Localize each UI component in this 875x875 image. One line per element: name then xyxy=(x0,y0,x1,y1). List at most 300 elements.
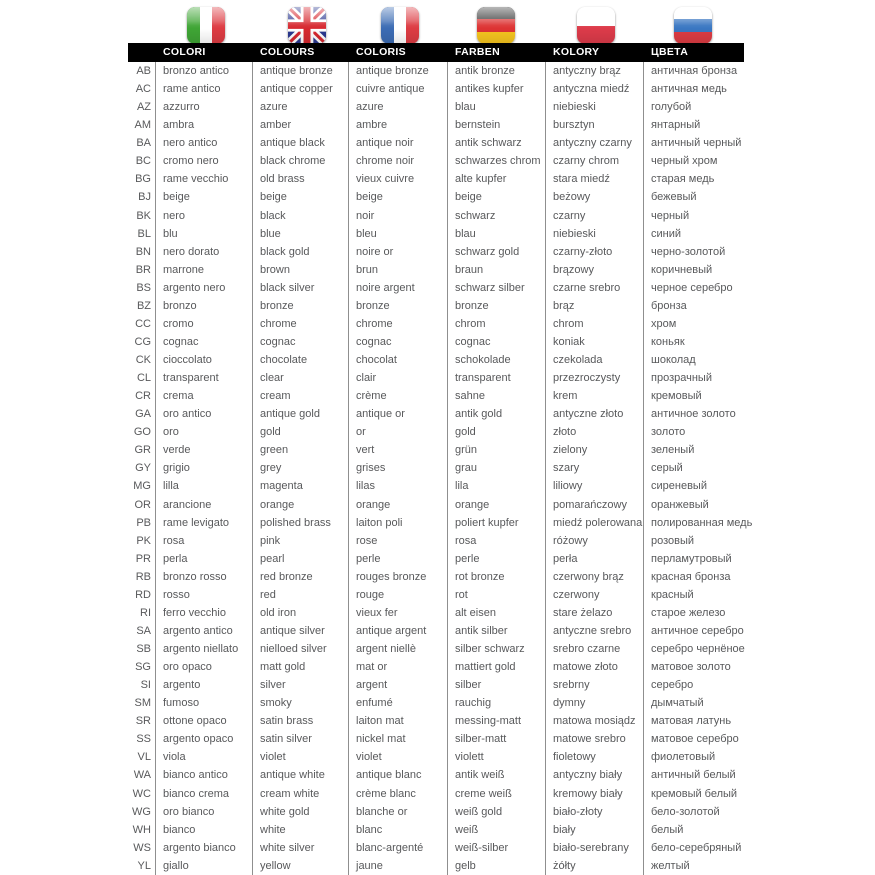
cell-english: clear xyxy=(252,369,348,387)
cell-polish: srebro czarne xyxy=(545,640,643,658)
italy-flag xyxy=(187,7,225,44)
cell-german: weiß-silber xyxy=(447,839,545,857)
cell-french: bronze xyxy=(348,297,447,315)
cell-german: beige xyxy=(447,188,545,206)
poland-flag xyxy=(577,7,615,44)
cell-polish: stara miedź xyxy=(545,170,643,188)
cell-italian: azzurro xyxy=(155,98,252,116)
table-body xyxy=(128,62,753,875)
cell-russian: черно-золотой xyxy=(643,243,744,261)
cell-italian: cognac xyxy=(155,333,252,351)
cell-italian: cromo xyxy=(155,315,252,333)
table-row xyxy=(128,62,744,80)
cell-polish: srebrny xyxy=(545,676,643,694)
cell-english: smoky xyxy=(252,694,348,712)
header-coloris: COLORIS xyxy=(356,46,406,58)
table-row xyxy=(128,857,744,875)
cell-russian: коньяк xyxy=(643,333,744,351)
table-row xyxy=(128,785,744,803)
cell-polish: antyczne srebro xyxy=(545,622,643,640)
cell-french: cognac xyxy=(348,333,447,351)
cell-english: grey xyxy=(252,459,348,477)
cell-german: silber schwarz xyxy=(447,640,545,658)
cell-russian: старое железо xyxy=(643,604,744,622)
cell-russian: матовое серебро xyxy=(643,730,744,748)
cell-code: BR xyxy=(135,263,151,276)
cell-french: vieux cuivre xyxy=(348,170,447,188)
cell-italian: cioccolato xyxy=(155,351,252,369)
cell-french: beige xyxy=(348,188,447,206)
cell-russian: шоколад xyxy=(643,351,744,369)
table-row xyxy=(128,188,744,206)
cell-english: satin brass xyxy=(252,712,348,730)
cell-french: bleu xyxy=(348,225,447,243)
cell-italian: bronzo rosso xyxy=(155,568,252,586)
cell-polish: brąz xyxy=(545,297,643,315)
cell-polish: biały xyxy=(545,821,643,839)
header-farben: FARBEN xyxy=(455,46,500,58)
cell-polish: antyczne złoto xyxy=(545,405,643,423)
cell-german: mattiert gold xyxy=(447,658,545,676)
cell-german: rot xyxy=(447,586,545,604)
cell-russian: античная бронза xyxy=(643,62,744,80)
cell-french: clair xyxy=(348,369,447,387)
cell-polish: koniak xyxy=(545,333,643,351)
cell-french: orange xyxy=(348,496,447,514)
cell-polish: czarny xyxy=(545,207,643,225)
cell-german: schwarz gold xyxy=(447,243,545,261)
cell-german: alt eisen xyxy=(447,604,545,622)
cell-french: cuivre antique xyxy=(348,80,447,98)
table-row xyxy=(128,369,744,387)
table-row xyxy=(128,152,744,170)
cell-polish: złoto xyxy=(545,423,643,441)
cell-russian: бело-серебряный xyxy=(643,839,744,857)
cell-russian: античный черный xyxy=(643,134,744,152)
cell-german: antik schwarz xyxy=(447,134,545,152)
cell-italian: lilla xyxy=(155,477,252,495)
cell-french: chocolat xyxy=(348,351,447,369)
cell-russian: черное серебро xyxy=(643,279,744,297)
table-row xyxy=(128,532,744,550)
cell-italian: nero antico xyxy=(155,134,252,152)
cell-russian: полированная медь xyxy=(643,514,744,532)
cell-french: noire or xyxy=(348,243,447,261)
cell-polish: matowa mosiądz xyxy=(545,712,643,730)
cell-french: grises xyxy=(348,459,447,477)
cell-english: black gold xyxy=(252,243,348,261)
cell-polish: pomarańczowy xyxy=(545,496,643,514)
cell-russian: серый xyxy=(643,459,744,477)
cell-german: weiß xyxy=(447,821,545,839)
cell-english: chocolate xyxy=(252,351,348,369)
cell-german: weiß gold xyxy=(447,803,545,821)
cell-russian: бело-золотой xyxy=(643,803,744,821)
table-row xyxy=(128,839,744,857)
cell-italian: oro opaco xyxy=(155,658,252,676)
cell-german: cognac xyxy=(447,333,545,351)
cell-polish: niebieski xyxy=(545,225,643,243)
cell-italian: bianco xyxy=(155,821,252,839)
cell-code: BK xyxy=(136,209,151,222)
cell-code: CK xyxy=(135,354,151,366)
cell-code: BZ xyxy=(136,299,151,312)
cell-italian: argento xyxy=(155,676,252,694)
cell-russian: бронза xyxy=(643,297,744,315)
cell-italian: bronzo antico xyxy=(155,62,252,80)
cell-polish: czarny-złoto xyxy=(545,243,643,261)
cell-russian: красный xyxy=(643,586,744,604)
cell-polish: różowy xyxy=(545,532,643,550)
cell-code: VL xyxy=(137,751,151,764)
cell-code: PK xyxy=(136,534,151,547)
cell-code: WS xyxy=(133,841,151,854)
table-row xyxy=(128,748,744,766)
cell-french: vert xyxy=(348,441,447,459)
table-row xyxy=(128,207,744,225)
cell-code: PB xyxy=(136,516,151,529)
cell-english: cream white xyxy=(252,785,348,803)
cell-english: cognac xyxy=(252,333,348,351)
cell-french: antique bronze xyxy=(348,62,447,80)
cell-polish: zielony xyxy=(545,441,643,459)
cell-italian: oro bianco xyxy=(155,803,252,821)
cell-english: orange xyxy=(252,496,348,514)
cell-english: antique gold xyxy=(252,405,348,423)
cell-polish: beżowy xyxy=(545,188,643,206)
cell-french: enfumé xyxy=(348,694,447,712)
cell-russian: синий xyxy=(643,225,744,243)
table-row xyxy=(128,134,744,152)
cell-english: brown xyxy=(252,261,348,279)
cell-russian: матовое золото xyxy=(643,658,744,676)
cell-code: AC xyxy=(135,83,151,96)
cell-polish: dymny xyxy=(545,694,643,712)
germany-flag xyxy=(477,7,515,44)
cell-english: antique bronze xyxy=(252,62,348,80)
uk-flag xyxy=(288,7,326,44)
cell-french: blanche or xyxy=(348,803,447,821)
cell-code: RB xyxy=(135,570,151,583)
cell-code: SI xyxy=(140,679,151,692)
italy-flag-stripes xyxy=(187,7,225,44)
cell-polish: brązowy xyxy=(545,261,643,279)
table-row xyxy=(128,496,744,514)
cell-italian: argento niellato xyxy=(155,640,252,658)
cell-italian: blu xyxy=(155,225,252,243)
table-row xyxy=(128,676,744,694)
cell-code: WA xyxy=(133,769,151,782)
table-row xyxy=(128,803,744,821)
cell-russian: античное серебро xyxy=(643,622,744,640)
table-row xyxy=(128,586,744,604)
table-row xyxy=(128,387,744,405)
cell-german: violett xyxy=(447,748,545,766)
cell-italian: rosso xyxy=(155,586,252,604)
table-row xyxy=(128,225,744,243)
cell-german: poliert kupfer xyxy=(447,514,545,532)
table-row xyxy=(128,459,744,477)
cell-italian: argento opaco xyxy=(155,730,252,748)
cell-code: GA xyxy=(135,408,151,421)
cell-russian: черный хром xyxy=(643,152,744,170)
cell-polish: antyczna miedź xyxy=(545,80,643,98)
cell-german: antik gold xyxy=(447,405,545,423)
cell-russian: желтый xyxy=(643,857,744,875)
cell-german: rot bronze xyxy=(447,568,545,586)
table-row xyxy=(128,279,744,297)
cell-code: CL xyxy=(136,372,151,385)
cell-german: antik bronze xyxy=(447,62,545,80)
cell-french: noir xyxy=(348,207,447,225)
table-row xyxy=(128,622,744,640)
cell-code: BG xyxy=(135,173,151,186)
header-kolory: KOLORY xyxy=(553,46,600,58)
cell-italian: ferro vecchio xyxy=(155,604,252,622)
cell-russian: дымчатый xyxy=(643,694,744,712)
cell-english: silver xyxy=(252,676,348,694)
cell-italian: arancione xyxy=(155,496,252,514)
cell-french: perle xyxy=(348,550,447,568)
cell-german: blau xyxy=(447,225,545,243)
header-colori: COLORI xyxy=(163,46,206,58)
table-row xyxy=(128,351,744,369)
cell-code: BL xyxy=(137,227,151,240)
cell-french: mat or xyxy=(348,658,447,676)
cell-french: ambre xyxy=(348,116,447,134)
cell-french: lilas xyxy=(348,477,447,495)
cell-polish: czerwony xyxy=(545,586,643,604)
cell-polish: biało-złoty xyxy=(545,803,643,821)
cell-italian: ottone opaco xyxy=(155,712,252,730)
cell-russian: белый xyxy=(643,821,744,839)
cell-english: nielloed silver xyxy=(252,640,348,658)
table-row xyxy=(128,514,753,532)
cell-russian: перламутровый xyxy=(643,550,744,568)
cell-polish: szary xyxy=(545,459,643,477)
header-cveta: ЦВЕТА xyxy=(651,46,689,58)
cell-english: antique black xyxy=(252,134,348,152)
cell-russian: прозрачный xyxy=(643,369,744,387)
cell-code: YL xyxy=(137,859,151,872)
cell-polish: żółty xyxy=(545,857,643,875)
cell-russian: сиреневый xyxy=(643,477,744,495)
table-row xyxy=(128,658,744,676)
cell-italian: nero dorato xyxy=(155,243,252,261)
cell-french: brun xyxy=(348,261,447,279)
cell-german: silber xyxy=(447,676,545,694)
cell-russian: кремовый xyxy=(643,387,744,405)
cell-code: WC xyxy=(132,787,151,800)
cell-french: chrome xyxy=(348,315,447,333)
cell-german: creme weiß xyxy=(447,785,545,803)
cell-code: AM xyxy=(134,119,151,132)
cell-french: crème xyxy=(348,387,447,405)
cell-italian: oro xyxy=(155,423,252,441)
cell-polish: miedź polerowana xyxy=(545,514,643,532)
cell-german: braun xyxy=(447,261,545,279)
header-code-spacer xyxy=(128,43,155,62)
cell-russian: красная бронза xyxy=(643,568,744,586)
cell-french: rose xyxy=(348,532,447,550)
cell-polish: chrom xyxy=(545,315,643,333)
cell-russian: кремовый белый xyxy=(643,785,744,803)
cell-german: antik weiß xyxy=(447,766,545,784)
cell-russian: голубой xyxy=(643,98,744,116)
cell-code: SA xyxy=(136,624,151,637)
cell-french: violet xyxy=(348,748,447,766)
cell-russian: оранжевый xyxy=(643,496,744,514)
cell-code: SR xyxy=(135,715,151,728)
cell-german: schwarz xyxy=(447,207,545,225)
cell-code: PR xyxy=(135,552,151,565)
cell-polish: fioletowy xyxy=(545,748,643,766)
cell-polish: czarne srebro xyxy=(545,279,643,297)
cell-polish: czerwony brąz xyxy=(545,568,643,586)
table-row xyxy=(128,821,744,839)
cell-code: AZ xyxy=(136,101,151,114)
cell-german: bronze xyxy=(447,297,545,315)
france-flag-stripes xyxy=(381,7,419,44)
cell-russian: фиолетовый xyxy=(643,748,744,766)
cell-russian: серебро xyxy=(643,676,744,694)
cell-italian: cromo nero xyxy=(155,152,252,170)
cell-italian: argento nero xyxy=(155,279,252,297)
cell-code: AB xyxy=(136,65,151,77)
cell-code: CR xyxy=(135,390,151,403)
cell-german: antikes kupfer xyxy=(447,80,545,98)
cell-german: bernstein xyxy=(447,116,545,134)
table-row xyxy=(128,297,744,315)
cell-english: blue xyxy=(252,225,348,243)
cell-code: RD xyxy=(135,588,151,601)
cell-french: blanc xyxy=(348,821,447,839)
cell-code: BS xyxy=(136,281,151,294)
cell-italian: transparent xyxy=(155,369,252,387)
cell-german: perle xyxy=(447,550,545,568)
cell-english: satin silver xyxy=(252,730,348,748)
cell-english: gold xyxy=(252,423,348,441)
cell-french: jaune xyxy=(348,857,447,875)
cell-russian: старая медь xyxy=(643,170,744,188)
color-table xyxy=(128,43,753,875)
cell-polish: liliowy xyxy=(545,477,643,495)
cell-french: rouge xyxy=(348,586,447,604)
cell-english: white silver xyxy=(252,839,348,857)
cell-german: sahne xyxy=(447,387,545,405)
table-row xyxy=(128,405,744,423)
cell-english: pink xyxy=(252,532,348,550)
cell-polish: antyczny czarny xyxy=(545,134,643,152)
poland-flag-stripes xyxy=(577,7,615,44)
cell-russian: античная медь xyxy=(643,80,744,98)
cell-french: laiton mat xyxy=(348,712,447,730)
cell-french: antique blanc xyxy=(348,766,447,784)
table-row xyxy=(128,116,744,134)
cell-english: green xyxy=(252,441,348,459)
table-row xyxy=(128,640,744,658)
cell-italian: bronzo xyxy=(155,297,252,315)
cell-russian: розовый xyxy=(643,532,744,550)
cell-russian: античный белый xyxy=(643,766,744,784)
table-row xyxy=(128,730,744,748)
cell-code: BC xyxy=(135,155,151,168)
cell-french: laiton poli xyxy=(348,514,447,532)
cell-english: cream xyxy=(252,387,348,405)
table-row xyxy=(128,423,744,441)
cell-english: amber xyxy=(252,116,348,134)
cell-polish: matowe złoto xyxy=(545,658,643,676)
cell-italian: argento bianco xyxy=(155,839,252,857)
cell-english: white gold xyxy=(252,803,348,821)
cell-italian: crema xyxy=(155,387,252,405)
cell-french: argent xyxy=(348,676,447,694)
table-row xyxy=(128,243,744,261)
cell-code: SB xyxy=(136,643,151,655)
cell-russian: хром xyxy=(643,315,744,333)
cell-french: vieux fer xyxy=(348,604,447,622)
cell-polish: antyczny biały xyxy=(545,766,643,784)
cell-polish: krem xyxy=(545,387,643,405)
cell-german: rauchig xyxy=(447,694,545,712)
cell-code: BJ xyxy=(138,191,151,204)
cell-italian: nero xyxy=(155,207,252,225)
cell-russian: античное золото xyxy=(643,405,744,423)
cell-italian: oro antico xyxy=(155,405,252,423)
table-row xyxy=(128,441,744,459)
cell-french: antique noir xyxy=(348,134,447,152)
cell-polish: niebieski xyxy=(545,98,643,116)
table-row xyxy=(128,80,744,98)
cell-german: orange xyxy=(447,496,545,514)
cell-italian: bianco crema xyxy=(155,785,252,803)
cell-italian: fumoso xyxy=(155,694,252,712)
cell-code: WG xyxy=(132,805,151,818)
cell-german: grün xyxy=(447,441,545,459)
cell-code: RI xyxy=(140,606,151,619)
cell-german: messing-matt xyxy=(447,712,545,730)
cell-english: azure xyxy=(252,98,348,116)
cell-english: polished brass xyxy=(252,514,348,532)
cell-english: white xyxy=(252,821,348,839)
cell-russian: черный xyxy=(643,207,744,225)
cell-code: SG xyxy=(135,661,151,674)
russia-flag xyxy=(674,7,712,44)
cell-polish: stare żelazo xyxy=(545,604,643,622)
cell-german: grau xyxy=(447,459,545,477)
table-row xyxy=(128,712,744,730)
cell-russian: золото xyxy=(643,423,744,441)
cell-russian: матовая латунь xyxy=(643,712,744,730)
cell-english: pearl xyxy=(252,550,348,568)
cell-english: black chrome xyxy=(252,152,348,170)
cell-russian: янтарный xyxy=(643,116,744,134)
cell-italian: rame levigato xyxy=(155,514,252,532)
table-row xyxy=(128,694,744,712)
cell-french: noire argent xyxy=(348,279,447,297)
cell-french: crème blanc xyxy=(348,785,447,803)
table-row xyxy=(128,315,744,333)
table-row xyxy=(128,604,744,622)
germany-flag-stripes xyxy=(477,7,515,44)
cell-english: matt gold xyxy=(252,658,348,676)
cell-english: beige xyxy=(252,188,348,206)
cell-french: blanc-argenté xyxy=(348,839,447,857)
cell-polish: antyczny brąz xyxy=(545,62,643,80)
table-row xyxy=(128,477,744,495)
cell-german: schokolade xyxy=(447,351,545,369)
cell-english: antique copper xyxy=(252,80,348,98)
